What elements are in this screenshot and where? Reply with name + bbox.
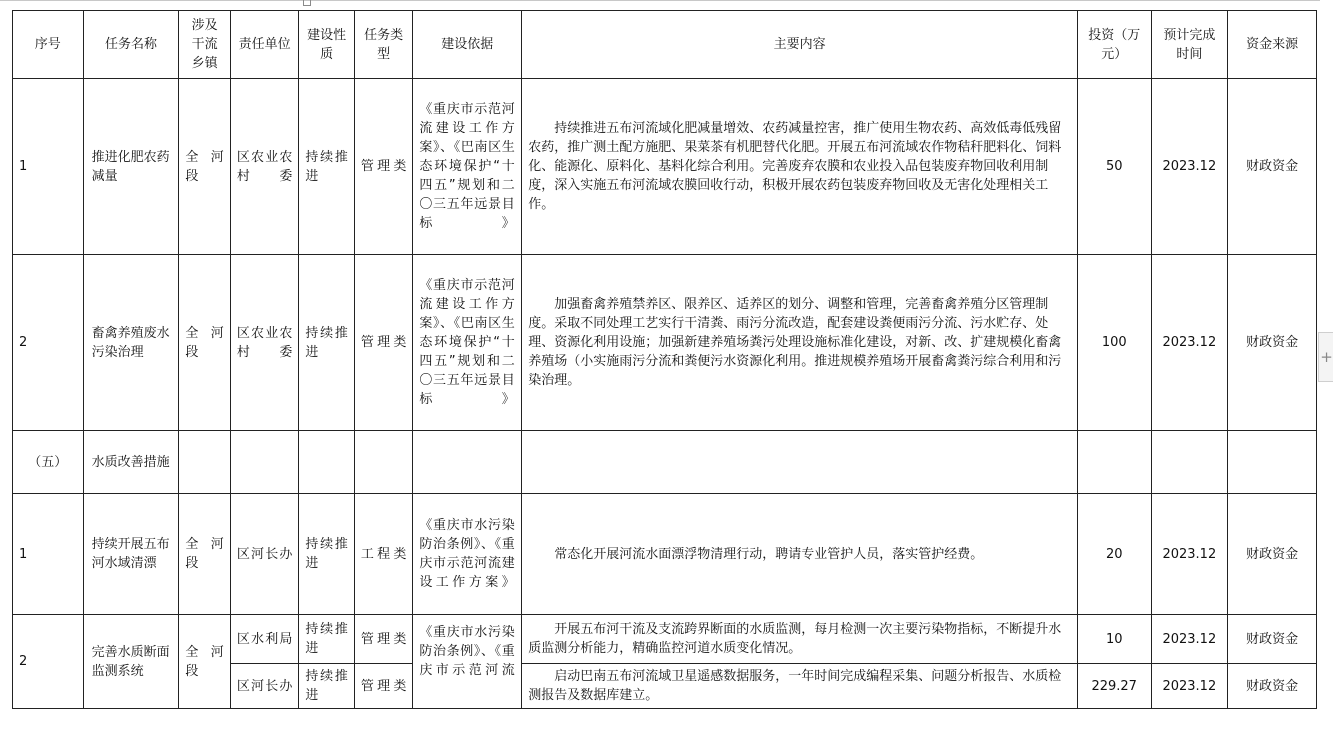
cell-nature[interactable]: 持续推进 xyxy=(299,494,354,615)
cell-invest[interactable]: 20 xyxy=(1077,494,1151,615)
cell-type[interactable]: 管理类 xyxy=(354,664,412,709)
table-row xyxy=(13,494,1317,615)
cell-content[interactable]: 加强畜禽养殖禁养区、限养区、适养区的划分、调整和管理，完善畜禽养殖分区管理制度。采取不同处理工艺实行干清粪、雨污分流改造，配套建设粪便雨污分流、污水贮存、处理、资源化利用设施；加强新建养殖场粪污处理设施标准化建设，对新、改、扩建规模化畜禽养殖场（小实施雨污分流和粪便污水资源化利用。推进规模养殖场开展畜禽粪污综合利用和污染治理。 xyxy=(522,255,1078,431)
cell-empty[interactable] xyxy=(1151,431,1228,494)
cell-nature[interactable]: 持续推进 xyxy=(299,255,354,431)
cell-invest[interactable]: 229.27 xyxy=(1077,664,1151,709)
cell-fund[interactable]: 财政资金 xyxy=(1228,615,1317,664)
cell-fund[interactable]: 财政资金 xyxy=(1228,255,1317,431)
cell-empty[interactable] xyxy=(230,431,299,494)
cell-towns[interactable]: 全河段 xyxy=(179,255,230,431)
header-towns: 涉及干流乡镇 xyxy=(179,11,230,79)
cell-type[interactable]: 管理类 xyxy=(354,255,412,431)
cell-unit[interactable]: 区农业农村委 xyxy=(230,255,299,431)
object-anchor-icon xyxy=(303,0,311,6)
header-unit: 责任单位 xyxy=(230,11,299,79)
cell-unit[interactable]: 区农业农村委 xyxy=(230,79,299,255)
cell-section-seq[interactable]: （五） xyxy=(13,431,84,494)
header-invest: 投资（万元） xyxy=(1077,11,1151,79)
cell-seq[interactable]: 1 xyxy=(13,79,84,255)
cell-towns[interactable]: 全河段 xyxy=(179,615,230,709)
cell-unit[interactable]: 区河长办 xyxy=(230,494,299,615)
cell-seq[interactable]: 2 xyxy=(13,615,84,709)
header-task-name: 任务名称 xyxy=(83,11,179,79)
cell-finish[interactable]: 2023.12 xyxy=(1151,664,1228,709)
expand-side-button[interactable]: + xyxy=(1318,332,1333,382)
header-row xyxy=(13,11,1317,79)
cell-unit[interactable]: 区水利局 xyxy=(230,615,299,664)
cell-finish[interactable]: 2023.12 xyxy=(1151,255,1228,431)
cell-fund[interactable]: 财政资金 xyxy=(1228,79,1317,255)
sheet-top-border xyxy=(0,0,1320,4)
cell-task-name[interactable]: 完善水质断面监测系统 xyxy=(83,615,179,709)
task-table xyxy=(12,10,1317,709)
cell-invest[interactable]: 50 xyxy=(1077,79,1151,255)
cell-empty[interactable] xyxy=(354,431,412,494)
cell-empty[interactable] xyxy=(1228,431,1317,494)
cell-content[interactable]: 启动巴南五布河流域卫星遥感数据服务，一年时间完成编程采集、问题分析报告、水质检测报告及数据库建立。 xyxy=(522,664,1078,709)
cell-towns[interactable]: 全河段 xyxy=(179,494,230,615)
cell-section-title[interactable]: 水质改善措施 xyxy=(83,431,179,494)
cell-task-name[interactable]: 持续开展五布河水域清漂 xyxy=(83,494,179,615)
cell-invest[interactable]: 10 xyxy=(1077,615,1151,664)
cell-type[interactable]: 管理类 xyxy=(354,79,412,255)
cell-seq[interactable]: 2 xyxy=(13,255,84,431)
cell-basis[interactable]: 《重庆市水污染防治条例》、《重庆市示范河流 xyxy=(413,615,522,709)
table-row xyxy=(13,79,1317,255)
cell-unit[interactable]: 区河长办 xyxy=(230,664,299,709)
header-content: 主要内容 xyxy=(522,11,1078,79)
cell-finish[interactable]: 2023.12 xyxy=(1151,79,1228,255)
cell-nature[interactable]: 持续推进 xyxy=(299,615,354,664)
cell-task-name[interactable]: 畜禽养殖废水污染治理 xyxy=(83,255,179,431)
cell-towns[interactable]: 全河段 xyxy=(179,79,230,255)
table-row xyxy=(13,255,1317,431)
cell-fund[interactable]: 财政资金 xyxy=(1228,494,1317,615)
header-finish: 预计完成时间 xyxy=(1151,11,1228,79)
cell-task-name[interactable]: 推进化肥农药减量 xyxy=(83,79,179,255)
cell-empty[interactable] xyxy=(299,431,354,494)
cell-nature[interactable]: 持续推进 xyxy=(299,664,354,709)
section-row xyxy=(13,431,1317,494)
cell-content[interactable]: 常态化开展河流水面漂浮物清理行动，聘请专业管护人员，落实管护经费。 xyxy=(522,494,1078,615)
cell-empty[interactable] xyxy=(179,431,230,494)
cell-content[interactable]: 持续推进五布河流域化肥减量增效、农药减量控害，推广使用生物农药、高效低毒低残留农药，推广测土配方施肥、果菜茶有机肥替代化肥。开展五布河流域农作物秸秆肥料化、饲料化、能源化、原料化、基料化综合利用。完善废弃农膜和农业投入品包装废弃物回收利用制度，深入实施五布河流域农膜回收行动，积极开展农药包装废弃物回收及无害化处理相关工作。 xyxy=(522,79,1078,255)
cell-seq[interactable]: 1 xyxy=(13,494,84,615)
cell-basis[interactable]: 《重庆市水污染防治条例》、《重庆市示范河流建设工作方案》 xyxy=(413,494,522,615)
cell-fund[interactable]: 财政资金 xyxy=(1228,664,1317,709)
cell-finish[interactable]: 2023.12 xyxy=(1151,615,1228,664)
header-basis: 建设依据 xyxy=(413,11,522,79)
cell-basis[interactable]: 《重庆市示范河流建设工作方案》、《巴南区生态环境保护“十四五”规划和二〇三五年远景目标》 xyxy=(413,79,522,255)
cell-finish[interactable]: 2023.12 xyxy=(1151,494,1228,615)
cell-nature[interactable]: 持续推进 xyxy=(299,79,354,255)
cell-empty[interactable] xyxy=(1077,431,1151,494)
cell-basis[interactable]: 《重庆市示范河流建设工作方案》、《巴南区生态环境保护“十四五”规划和二〇三五年远景目标》 xyxy=(413,255,522,431)
header-seq: 序号 xyxy=(13,11,84,79)
cell-invest[interactable]: 100 xyxy=(1077,255,1151,431)
cell-empty[interactable] xyxy=(413,431,522,494)
table-row xyxy=(13,615,1317,664)
cell-content[interactable]: 开展五布河干流及支流跨界断面的水质监测，每月检测一次主要污染物指标，不断提升水质监测分析能力，精确监控河道水质变化情况。 xyxy=(522,615,1078,664)
header-fund: 资金来源 xyxy=(1228,11,1317,79)
cell-type[interactable]: 管理类 xyxy=(354,615,412,664)
header-nature: 建设性质 xyxy=(299,11,354,79)
header-type: 任务类型 xyxy=(354,11,412,79)
cell-type[interactable]: 工程类 xyxy=(354,494,412,615)
cell-empty[interactable] xyxy=(522,431,1078,494)
